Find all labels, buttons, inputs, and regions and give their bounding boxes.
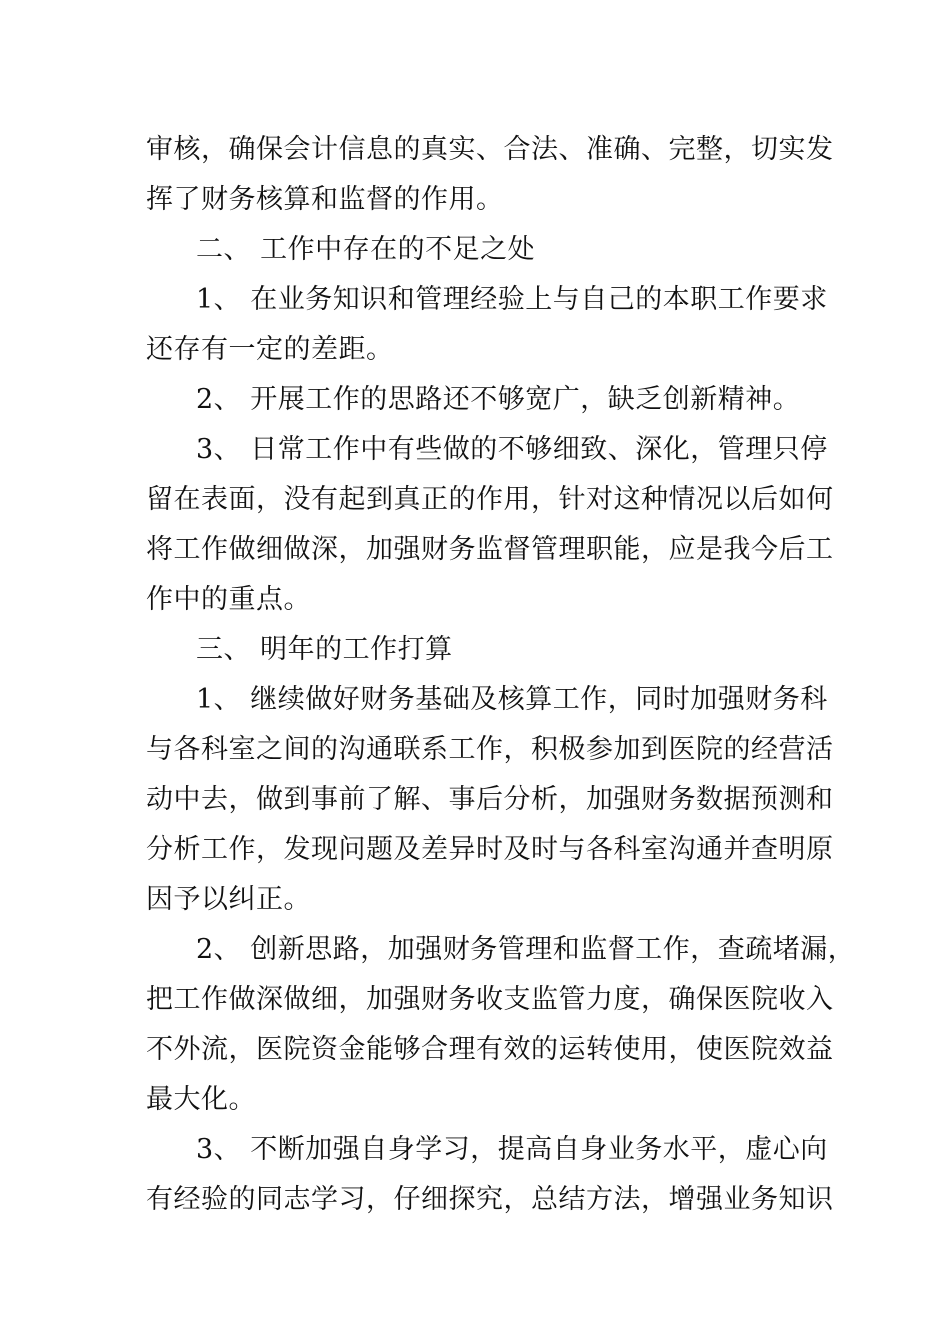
text-line: 有经验的同志学习，仔细探究，总结方法，增强业务知识: [146, 1184, 834, 1215]
text-line: 挥了财务核算和监督的作用。: [146, 184, 504, 215]
text-line: 2、 创新思路，加强财务管理和监督工作，查疏堵漏，: [196, 934, 856, 965]
section-heading: 三、 明年的工作打算: [196, 634, 453, 665]
text-line: 2、 开展工作的思路还不够宽广，缺乏创新精神。: [196, 384, 801, 415]
text-line: 与各科室之间的沟通联系工作，积极参加到医院的经营活: [146, 734, 834, 765]
text-line: 留在表面，没有起到真正的作用，针对这种情况以后如何: [146, 484, 834, 515]
text-line: 3、 不断加强自身学习，提高自身业务水平，虚心向: [196, 1134, 828, 1165]
text-line: 不外流，医院资金能够合理有效的运转使用，使医院效益: [146, 1034, 834, 1065]
text-line: 动中去，做到事前了解、事后分析，加强财务数据预测和: [146, 784, 834, 815]
text-line: 1、 在业务知识和管理经验上与自己的本职工作要求: [196, 284, 828, 315]
text-line: 将工作做细做深，加强财务监督管理职能，应是我今后工: [146, 534, 834, 565]
text-line: 1、 继续做好财务基础及核算工作，同时加强财务科: [196, 684, 828, 715]
section-heading: 二、 工作中存在的不足之处: [196, 234, 536, 265]
text-line: 作中的重点。: [146, 584, 311, 615]
text-line: 把工作做深做细，加强财务收支监管力度，确保医院收入: [146, 984, 834, 1015]
text-line: 因予以纠正。: [146, 884, 311, 915]
text-line: 分析工作，发现问题及差异时及时与各科室沟通并查明原: [146, 834, 834, 865]
text-line: 最大化。: [146, 1084, 256, 1115]
text-line: 还存有一定的差距。: [146, 334, 394, 365]
text-line: 3、 日常工作中有些做的不够细致、深化，管理只停: [196, 434, 828, 465]
text-line: 审核，确保会计信息的真实、合法、准确、完整，切实发: [146, 134, 834, 165]
